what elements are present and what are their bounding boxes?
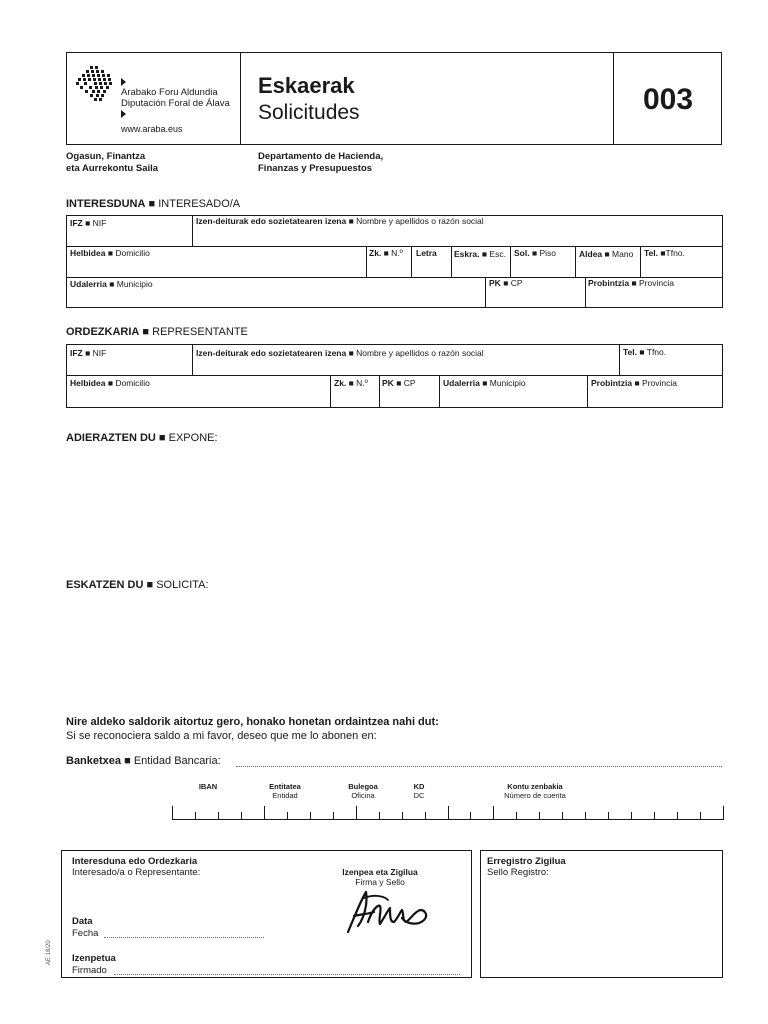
interesado-section-title: INTERESDUNA ■ INTERESADO/A [66, 198, 241, 210]
dc-label: KD DC [413, 782, 425, 800]
department-es: Departamento de Hacienda, Finanzas y Presupuestos [258, 151, 384, 174]
account-label: Kontu zenbakia Número de cuenta [504, 782, 566, 800]
interesado-table [66, 215, 723, 308]
department-eu: Ogasun, Finantza eta Aurrekontu Saila [66, 151, 159, 174]
account-digit-tick [402, 812, 403, 820]
form-title-eu: Eskaerak [258, 73, 355, 98]
solicita-section-title: ESKATZEN DU ■ SOLICITA: [66, 579, 209, 591]
date-label-eu: Data [72, 916, 93, 927]
account-digit-tick [218, 812, 219, 820]
solicita-text-area[interactable] [66, 596, 722, 706]
bank-label: Banketxea ■ Entidad Bancaria: [66, 755, 221, 767]
iban-label: IBAN [198, 782, 218, 791]
account-digit-tick [333, 812, 334, 820]
account-digit-tick [310, 812, 311, 820]
form-code: 003 [642, 83, 694, 116]
araba-logo-icon [76, 66, 116, 104]
telefono-field[interactable]: Tel. ■Tfno. [644, 248, 685, 258]
account-digit-tick [379, 812, 380, 820]
website: www.araba.eus [121, 124, 183, 134]
account-digit-tick [470, 812, 471, 820]
account-digit-tick [264, 806, 265, 820]
account-digit-tick [677, 812, 678, 820]
piso-field[interactable]: Sol. ■ Piso [514, 248, 557, 258]
expone-section-title: ADIERAZTEN DU ■ EXPONE: [66, 432, 218, 444]
org-name-es: Diputación Foral de Álava [121, 98, 230, 109]
account-digit-tick [723, 806, 724, 820]
sign-label: Izenpea eta Zigilua Firma y Sello [342, 867, 418, 887]
account-digit-tick [608, 812, 609, 820]
mano-field[interactable]: Aldea ■ Mano [579, 249, 634, 259]
number-field[interactable]: Zk. ■ N.º [369, 248, 403, 258]
municipio-field[interactable]: Udalerria ■ Municipio [70, 279, 153, 289]
registry-title-eu: Erregistro Zigilua [487, 856, 566, 867]
bank-name-input[interactable] [236, 766, 722, 767]
rep-domicilio-field[interactable]: Helbidea ■ Domicilio [70, 378, 150, 388]
org-name-eu: Arabako Foru Aldundia [121, 87, 218, 98]
bank-account-input[interactable] [172, 806, 724, 820]
date-input[interactable] [104, 937, 264, 938]
rep-provincia-field[interactable]: Probintzia ■ Provincia [591, 378, 677, 388]
header-divider [240, 52, 241, 145]
triangle-icon [121, 110, 126, 118]
form-title-es: Solicitudes [258, 101, 360, 124]
rep-name-field[interactable]: Izen-deiturak edo sozietatearen izena ■ Nombre y apellidos o razón social [196, 348, 484, 358]
rep-telefono-field[interactable]: Tel. ■ Tfno. [623, 347, 667, 357]
signed-label-eu: Izenpetua [72, 953, 116, 964]
nif-field[interactable]: IFZ ■ NIF [70, 218, 107, 228]
rep-number-field[interactable]: Zk. ■ N.º [334, 378, 368, 388]
rep-nif-field[interactable]: IFZ ■ NIF [70, 348, 107, 358]
refund-line-eu: Nire aldeko saldorik aitortuz gero, honako honetan ordaintzea nahi dut: [66, 716, 439, 728]
account-digit-tick [562, 812, 563, 820]
account-digit-tick [287, 812, 288, 820]
entity-label: Entitatea Entidad [269, 782, 301, 800]
cp-field[interactable]: PK ■ CP [489, 278, 523, 288]
refund-line-es: Si se reconociera saldo a mi favor, deseo que me lo abonen en: [66, 730, 377, 742]
registry-title-es: Sello Registro: [487, 867, 549, 878]
side-code: AE 18/20 [46, 940, 52, 965]
escalera-field[interactable]: Eskra. ■ Esc. [454, 249, 506, 259]
rep-municipio-field[interactable]: Udalerria ■ Municipio [443, 378, 526, 388]
representante-table [66, 344, 723, 408]
account-digit-tick [425, 812, 426, 820]
account-digit-tick [356, 806, 357, 820]
provincia-field[interactable]: Probintzia ■ Provincia [588, 278, 674, 288]
account-digit-tick [700, 812, 701, 820]
triangle-icon [121, 78, 126, 86]
representante-section-title: ORDEZKARIA ■ REPRESENTANTE [66, 326, 248, 338]
name-field[interactable]: Izen-deiturak edo sozietatearen izena ■ Nombre y apellidos o razón social [196, 216, 484, 226]
office-label: Bulegoa Oficina [348, 782, 378, 800]
account-digit-tick [195, 812, 196, 820]
date-label-es: Fecha [72, 928, 99, 939]
letra-field[interactable]: Letra [416, 248, 437, 258]
account-digit-tick [539, 812, 540, 820]
account-digit-tick [172, 806, 173, 820]
signature-title-eu: Interesduna edo Ordezkaria [72, 856, 198, 867]
account-digit-tick [631, 812, 632, 820]
signed-input[interactable] [114, 974, 460, 975]
account-digit-tick [516, 812, 517, 820]
account-digit-tick [585, 812, 586, 820]
domicilio-field[interactable]: Helbidea ■ Domicilio [70, 248, 150, 258]
account-digit-tick [493, 806, 494, 820]
expone-text-area[interactable] [66, 448, 722, 568]
rep-cp-field[interactable]: PK ■ CP [382, 378, 416, 388]
signed-label-es: Firmado [72, 965, 107, 976]
account-digit-tick [654, 812, 655, 820]
account-digit-tick [448, 806, 449, 820]
account-digit-tick [241, 812, 242, 820]
signature-title-es: Interesado/a o Representante: [72, 867, 201, 878]
handwritten-signature-icon [344, 888, 430, 936]
